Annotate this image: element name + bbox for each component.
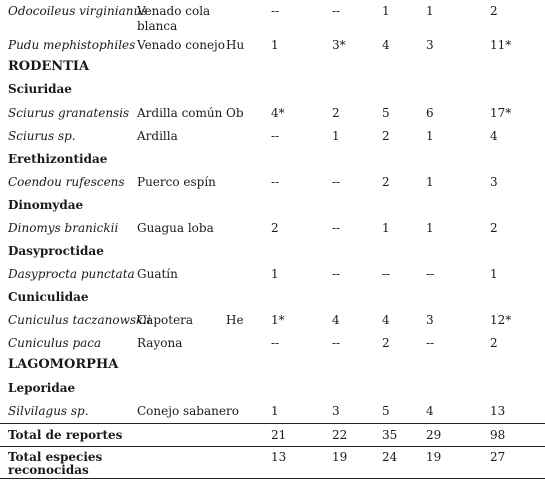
family-heading-dasyproctidae: Dasyproctidae <box>8 244 104 258</box>
order-heading-lagomorpha: LAGOMORPHA <box>8 357 119 372</box>
common-name: Puerco espín <box>137 175 216 189</box>
value-1: -- <box>271 4 280 18</box>
totals-label: Total de reportes <box>8 428 123 442</box>
species-name: Sciurus sp. <box>8 129 76 143</box>
family-heading-dinomydae: Dinomydae <box>8 198 84 212</box>
value-1: 1* <box>271 313 285 327</box>
value-2: -- <box>332 221 341 235</box>
value-total: 2 <box>490 4 498 18</box>
table-row <box>0 175 545 197</box>
value-2: 3 <box>332 404 340 418</box>
value-3: 35 <box>382 428 398 442</box>
status-code: He <box>226 313 244 327</box>
value-3: 2 <box>382 175 390 189</box>
common-name: Ardilla <box>137 129 178 143</box>
common-name: Venado cola <box>137 4 211 18</box>
value-3: 4 <box>382 38 390 52</box>
species-name: Sciurus granatensis <box>8 106 130 120</box>
species-name: Dasyprocta punctata <box>8 267 135 281</box>
status-code: Hu <box>226 38 245 52</box>
table-row <box>0 313 545 335</box>
value-total: 27 <box>490 450 506 464</box>
value-3: 1 <box>382 4 390 18</box>
table-row <box>0 267 545 289</box>
family-heading-cuniculidae: Cuniculidae <box>8 290 89 304</box>
value-2: 3* <box>332 38 346 52</box>
species-name: Cuniculus paca <box>8 336 102 350</box>
value-total: 2 <box>490 336 498 350</box>
value-total: 2 <box>490 221 498 235</box>
value-4: -- <box>426 267 435 281</box>
table-row <box>0 4 545 33</box>
common-name: Rayona <box>137 336 183 350</box>
species-name: Odocoileus virginianus <box>8 4 148 18</box>
table-row <box>0 129 545 151</box>
totals-label: Total especies <box>8 450 103 464</box>
value-2: 19 <box>332 450 348 464</box>
value-total: 11* <box>490 38 512 52</box>
divider <box>0 446 545 447</box>
value-4: 19 <box>426 450 442 464</box>
value-3: -- <box>382 267 391 281</box>
family-heading-sciuridae: Sciuridae <box>8 82 72 96</box>
status-code: Ob <box>226 106 244 120</box>
totals-row-species <box>0 450 545 480</box>
value-1: 13 <box>271 450 287 464</box>
value-total: 13 <box>490 404 506 418</box>
value-4: 6 <box>426 106 434 120</box>
value-1: -- <box>271 129 280 143</box>
value-2: 1 <box>332 129 340 143</box>
family-heading-leporidae: Leporidae <box>8 381 76 395</box>
value-2: -- <box>332 175 341 189</box>
table-row <box>0 221 545 243</box>
divider <box>0 423 545 424</box>
value-4: 1 <box>426 4 434 18</box>
value-4: 1 <box>426 129 434 143</box>
value-total: 98 <box>490 428 506 442</box>
value-2: 22 <box>332 428 348 442</box>
order-heading-rodentia: RODENTIA <box>8 59 90 74</box>
value-3: 5 <box>382 404 390 418</box>
species-name: Silvilagus sp. <box>8 404 89 418</box>
species-name: Cuniculus taczanowskii <box>8 313 151 327</box>
value-1: 21 <box>271 428 287 442</box>
totals-label-cont: reconocidas <box>8 463 89 477</box>
value-3: 2 <box>382 336 390 350</box>
common-name: Guagua loba <box>137 221 214 235</box>
value-3: 1 <box>382 221 390 235</box>
divider <box>0 478 545 479</box>
common-name: Capotera <box>137 313 194 327</box>
value-1: 2 <box>271 221 279 235</box>
value-3: 5 <box>382 106 390 120</box>
common-name: Guatín <box>137 267 178 281</box>
value-total: 12* <box>490 313 512 327</box>
common-name: Venado conejo <box>137 38 225 52</box>
value-1: -- <box>271 336 280 350</box>
value-4: -- <box>426 336 435 350</box>
value-total: 17* <box>490 106 512 120</box>
value-1: 1 <box>271 38 279 52</box>
value-3: 2 <box>382 129 390 143</box>
value-total: 3 <box>490 175 498 189</box>
value-2: -- <box>332 336 341 350</box>
value-3: 4 <box>382 313 390 327</box>
value-total: 1 <box>490 267 498 281</box>
value-1: 1 <box>271 404 279 418</box>
value-2: 4 <box>332 313 340 327</box>
value-4: 1 <box>426 175 434 189</box>
species-name: Dinomys branickii <box>8 221 119 235</box>
common-name-cont: blanca <box>137 19 178 33</box>
value-3: 24 <box>382 450 398 464</box>
common-name: Conejo sabanero <box>137 404 239 418</box>
common-name: Ardilla común <box>137 106 223 120</box>
species-name: Coendou rufescens <box>8 175 125 189</box>
value-1: 4* <box>271 106 285 120</box>
table-row <box>0 336 545 358</box>
value-4: 3 <box>426 38 434 52</box>
species-name: Pudu mephistophiles <box>8 38 136 52</box>
value-4: 1 <box>426 221 434 235</box>
table-row <box>0 106 545 128</box>
value-1: 1 <box>271 267 279 281</box>
value-2: 2 <box>332 106 340 120</box>
value-4: 3 <box>426 313 434 327</box>
value-1: -- <box>271 175 280 189</box>
value-4: 29 <box>426 428 442 442</box>
value-4: 4 <box>426 404 434 418</box>
family-heading-erethizontidae: Erethizontidae <box>8 152 108 166</box>
value-total: 4 <box>490 129 498 143</box>
value-2: -- <box>332 4 341 18</box>
value-2: -- <box>332 267 341 281</box>
table-row <box>0 38 545 60</box>
